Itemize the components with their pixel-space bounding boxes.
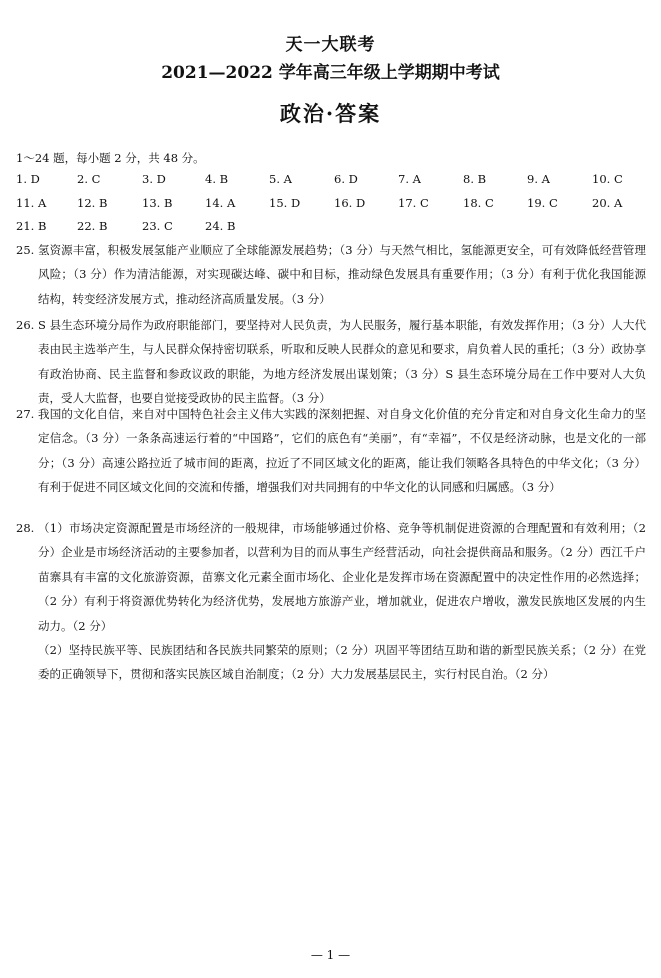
answer-cell: 1. D	[16, 172, 40, 186]
answer-cell: 11. A	[16, 195, 47, 210]
question-number: 26.	[16, 318, 35, 332]
question-answer-text: S 县生态环境分局作为政府职能部门，要坚持对人民负责，为人民服务，履行基本职能，有效发挥作用；（3 分）人大代表由民主选举产生，与人民群众保持密切联系，听取和反映人民群众的意见和要求，肩负着人民的重托；（3 分）政协享有政治协商、民主监督和参政议政的职能，为地方经济发展出谋划策；（3 分）S 县生态环境分局在工作中要对人大负责，受人大监督，也要自觉接受政协的民主监督。（3 分）	[38, 318, 646, 406]
question-25	[16, 238, 646, 311]
answer-cell: 5. A	[269, 172, 292, 186]
answer-cell: 9. A	[527, 172, 550, 186]
answer-cell: 12. B	[77, 195, 108, 210]
answer-row	[16, 196, 646, 220]
question-number: 25.	[16, 243, 35, 257]
question-27	[16, 402, 646, 500]
subject-title: 政治·答案	[279, 101, 382, 126]
answer-cell: 7. A	[398, 172, 421, 186]
question-answer-text: 我国的文化自信，来自对中国特色社会主义伟大实践的深刻把握、对自身文化价值的充分肯定和对自身文化生命力的坚定信念。（3 分）一条条高速运行着的“中国路”，它们的底色有“美丽”，有“幸福”，不仅是经济动脉，也是文化的一部分；（3 分）高速公路拉近了城市间的距离，拉近了不同区域文化的距离，能让我们领略各具特色的中华文化；（3 分）有利于促进不同区域文化间的交流和传播，增强我们对共同拥有的中华文化的认同感和归属感。（3 分）	[38, 407, 646, 495]
answer-cell: 22. B	[77, 219, 108, 233]
answer-cell: 17. C	[398, 195, 429, 210]
answer-cell: 6. D	[334, 172, 358, 186]
question-answer-part2: （2）坚持民族平等、民族团结和各民族共同繁荣的原则；（2 分）巩固平等团结互助和谐的新型民族关系；（2 分）在党委的正确领导下，贯彻和落实民族区域自治制度；（2 分）大力发展基层民主，实行村民自治。（2 分）	[38, 643, 646, 682]
question-answer-part1: （1）市场决定资源配置是市场经济的一般规律，市场能够通过价格、竞争等机制促进资源的合理配置和有效利用；（2 分）企业是市场经济活动的主要参加者，以营利为目的而从事生产经营活动，向社会提供商品和服务。（2 分）西江千户苗寨具有丰富的文化旅游资源，苗寨文化元素全面市场化、企业化是发挥市场在资源配置中的决定性作用的必然选择；（2 分）有利于将资源优势转化为经济优势，发展地方旅游产业，增加就业，促进农户增收，激发民族地区发展的内生动力。（2 分）	[38, 521, 646, 633]
answer-cell: 24. B	[205, 219, 236, 233]
question-number: 27.	[16, 407, 35, 421]
answer-cell: 8. B	[463, 172, 487, 186]
answer-cell: 10. C	[592, 172, 623, 186]
answer-grid	[16, 172, 646, 243]
answer-cell: 21. B	[16, 219, 47, 233]
answer-cell: 14. A	[205, 195, 236, 210]
answer-cell: 19. C	[527, 195, 558, 210]
answer-cell: 2. C	[77, 172, 101, 186]
page-number: — 1 —	[310, 948, 351, 962]
question-answer-text: 氢资源丰富，积极发展氢能产业顺应了全球能源发展趋势；（3 分）与天然气相比，氢能源更安全，可有效降低经营管理风险；（3 分）作为清洁能源，对实现碳达峰、碳中和目标，推动绿色发展具有重要作用；（3 分）有利于优化我国能源结构，转变经济发展方式，推动经济高质量发展。（3 分）	[38, 243, 646, 306]
org-title: 天一大联考	[285, 35, 376, 55]
answer-cell: 23. C	[142, 219, 173, 233]
question-26	[16, 313, 646, 411]
exam-title: 2021—2022 学年高三年级上学期期中考试	[161, 63, 500, 83]
question-28	[16, 516, 646, 687]
answer-cell: 3. D	[142, 172, 166, 186]
answer-cell: 16. D	[334, 195, 366, 210]
answer-cell: 4. B	[205, 172, 229, 186]
question-number: 28.	[16, 521, 35, 535]
answer-cell: 18. C	[463, 195, 494, 210]
answer-cell: 20. A	[592, 195, 623, 210]
mc-note: 1～24 题，每小题 2 分，共 48 分。	[16, 151, 205, 165]
answer-row	[16, 172, 646, 196]
answer-cell: 13. B	[142, 195, 173, 210]
answer-cell: 15. D	[269, 195, 301, 210]
